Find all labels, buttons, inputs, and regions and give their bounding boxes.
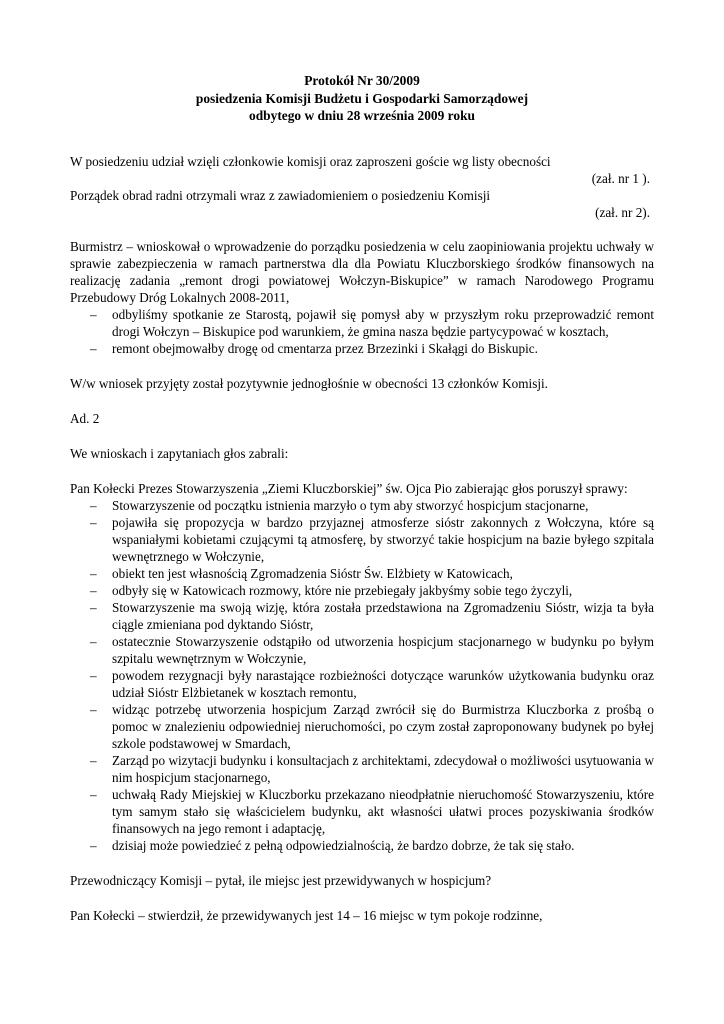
dash-bullet: –: [90, 498, 97, 513]
list-item: [70, 701, 654, 752]
list-item-text: uchwałą Rady Miejskiej w Kluczborku przekazano nieodpłatnie nieruchomość Stowarzyszeniu, które tym samym stało się właścicielem budynku, akt własności ułatwi proces pozyskiwania środków finansowych na jego remont i adaptację,: [112, 787, 654, 836]
requests-intro: We wnioskach i zapytaniach głos zabrali:: [70, 446, 289, 461]
list-item: [70, 514, 654, 565]
list-item: [70, 340, 654, 357]
kolecki-answer: Pan Kołecki – stwierdził, że przewidywanych jest 14 – 16 miejsc w tym pokoje rodzinne,: [70, 908, 543, 923]
meeting-subtitle: posiedzenia Komisji Budżetu i Gospodarki Samorządowej: [195, 90, 529, 106]
burmistrz-points-list: [70, 306, 654, 357]
dash-bullet: –: [90, 307, 97, 322]
list-item: [70, 497, 654, 514]
list-item-text: widząc potrzebę utworzenia hospicjum Zarząd zwrócił się do Burmistrza Kluczborka z prośbą o pomoc w znalezieniu odpowiedniej nieruchomości, po czym został zaproponowany budynek po byłej szkole podstawowej w Smardach,: [112, 702, 654, 751]
agenda-attachment-ref: (zał. nr 2).: [595, 205, 650, 220]
list-item-text: Stowarzyszenie od początku istnienia marzyło o tym aby stworzyć hospicjum stacjonarne,: [112, 498, 589, 513]
chairman-question: Przewodniczący Komisji – pytał, ile miejsc jest przewidywanych w hospicjum?: [70, 873, 492, 888]
attendance-attachment-ref: (zał. nr 1 ).: [591, 171, 650, 186]
list-item: [70, 582, 654, 599]
dash-bullet: –: [90, 583, 97, 598]
protocol-title: Protokół Nr 30/2009: [304, 73, 420, 88]
dash-bullet: –: [90, 702, 97, 717]
list-item: [70, 633, 654, 667]
burmistrz-motion: Burmistrz – wnioskował o wprowadzenie do porządku posiedzenia w celu zaopiniowania projektu uchwały w sprawie zabezpieczenia w ramach partnerstwa dla dla Powiatu Kluczborskiego środków finansowych na realizację zadania „remont drogi powiatowej Wołczyn-Biskupice” w ramach Narodowego Programu Przebudowy Dróg Lokalnych 2008-2011,: [70, 239, 654, 305]
dash-bullet: –: [90, 341, 97, 356]
list-item-text: odbyły się w Katowicach rozmowy, które nie przebiegały jakbyśmy sobie tego życzyli,: [112, 583, 573, 598]
list-item: [70, 599, 654, 633]
meeting-date: odbytego w dniu 28 września 2009 roku: [249, 108, 475, 123]
list-item-text: pojawiła się propozycja w bardzo przyjaznej atmosferze sióstr zakonnych z Wołczyna, które są wspaniałymi kobietami czującymi tą atmosferę, by stworzyć takie hospicjum na bazie byłego szpitala wewnętrznego w Wołczynie,: [112, 515, 654, 564]
agenda-paragraph: Porządek obrad radni otrzymali wraz z zawiadomieniem o posiedzeniu Komisji: [70, 188, 491, 203]
list-item-text: powodem rezygnacji były narastające rozbieżności dotyczące warunków użytkowania budynku oraz udział Sióstr Elżbietanek w kosztach remontu,: [112, 668, 654, 700]
kolecki-intro: Pan Kołecki Prezes Stowarzyszenia „Ziemi Kluczborskiej” św. Ojca Pio zabierając głos poruszył sprawy:: [70, 481, 628, 496]
list-item-text: Zarząd po wizytacji budynku i konsultacjach z architektami, zdecydował o możliwości usytuowania w nim hospicjum stacjonarnego,: [112, 753, 654, 785]
dash-bullet: –: [90, 634, 97, 649]
list-item-text: obiekt ten jest własnością Zgromadzenia Sióstr Św. Elżbiety w Katowicach,: [112, 566, 513, 581]
dash-bullet: –: [90, 515, 97, 530]
list-item-text: remont obejmowałby drogę od cmentarza przez Brzezinki i Skałągi do Biskupic.: [112, 341, 538, 356]
kolecki-points-list: [70, 497, 654, 854]
list-item: [70, 667, 654, 701]
agenda-item-heading: Ad. 2: [70, 411, 100, 426]
list-item-text: dzisiaj może powiedzieć z pełną odpowiedzialnością, że bardzo dobrze, że tak się stało.: [112, 838, 575, 853]
list-item: [70, 837, 654, 854]
list-item-text: ostatecznie Stowarzyszenie odstąpiło od utworzenia hospicjum stacjonarnego w budynku po byłym szpitalu wewnętrznym w Wołczynie,: [112, 634, 654, 666]
vote-result: W/w wniosek przyjęty został pozytywnie jednogłośnie w obecności 13 członków Komisji.: [70, 376, 548, 391]
dash-bullet: –: [90, 787, 97, 802]
list-item: [70, 752, 654, 786]
list-item-text: Stowarzyszenie ma swoją wizję, która została przedstawiona na Zgromadzeniu Sióstr, wizja ta była ciągle zmieniana pod dyktando Sióstr,: [112, 600, 654, 632]
list-item: [70, 565, 654, 582]
document-header: [0, 72, 724, 125]
dash-bullet: –: [90, 668, 97, 683]
document-body: [70, 153, 654, 924]
dash-bullet: –: [90, 753, 97, 768]
dash-bullet: –: [90, 600, 97, 615]
list-item-text: odbyliśmy spotkanie ze Starostą, pojawił się pomysł aby w przyszłym roku przeprowadzić remont drogi Wołczyn – Biskupice pod warunkiem, że gmina nasza będzie partycypować w kosztach,: [112, 307, 654, 339]
dash-bullet: –: [90, 566, 97, 581]
list-item: [70, 306, 654, 340]
attendance-paragraph: W posiedzeniu udział wzięli członkowie komisji oraz zaproszeni goście wg listy obecności: [70, 154, 551, 169]
dash-bullet: –: [90, 838, 97, 853]
list-item: [70, 786, 654, 837]
